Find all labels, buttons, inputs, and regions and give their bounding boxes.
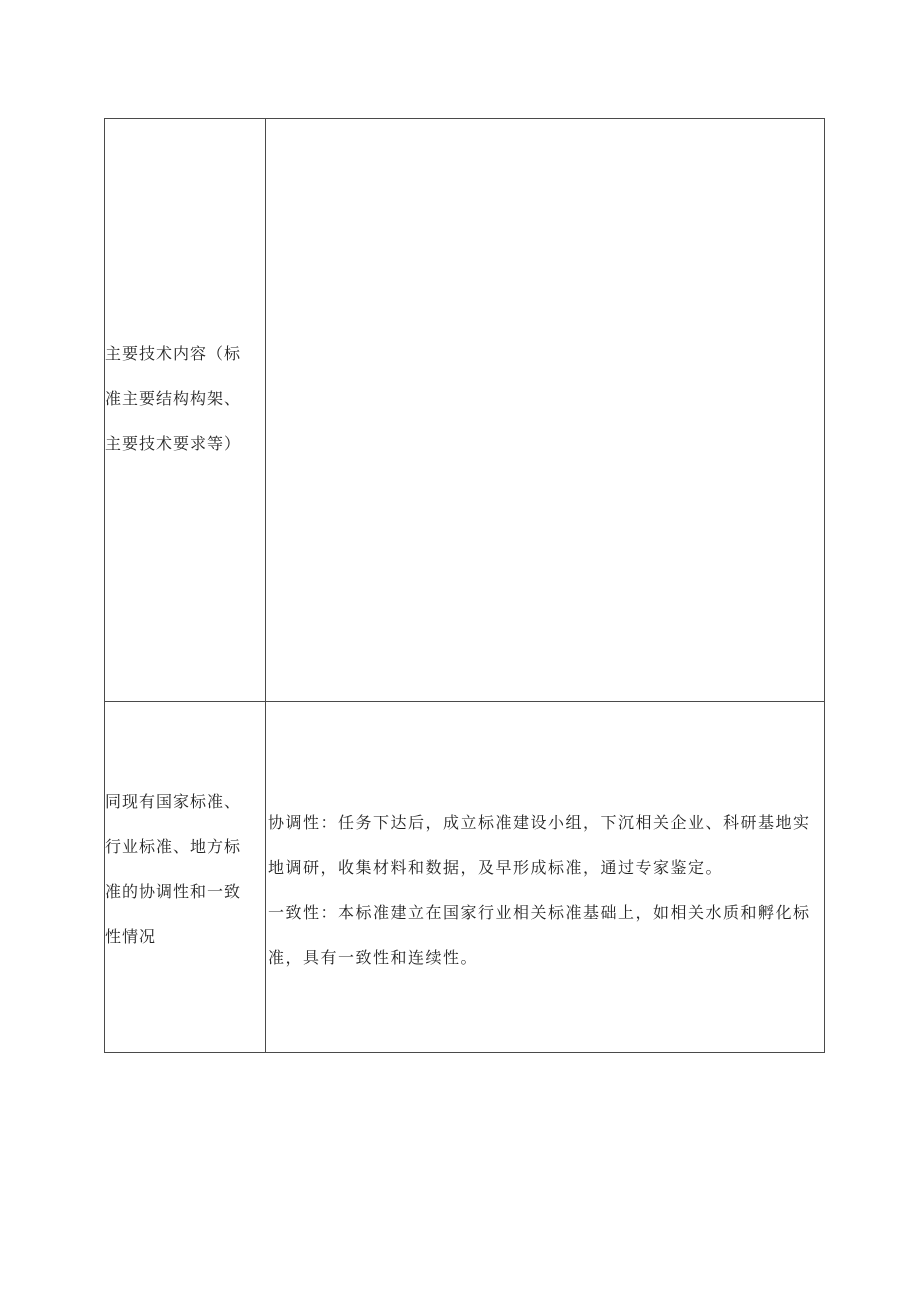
- label-cell: [105, 702, 266, 1052]
- content-cell-technical-content[interactable]: [266, 119, 824, 701]
- coordination-paragraph: 协调性：任务下达后，成立标准建设小组，下沉相关企业、科研基地实地调研，收集材料和数据，及早形成标准，通过专家鉴定。: [268, 813, 811, 877]
- coordination-content-text: [268, 800, 816, 980]
- row-label-technical-content: 主要技术内容（标准主要结构构架、主要技术要求等）: [105, 344, 242, 453]
- table-row-coordination: [105, 702, 824, 1052]
- row-label-coordination: 同现有国家标准、行业标准、地方标准的协调性和一致性情况: [105, 792, 242, 946]
- label-cell: [105, 119, 266, 701]
- form-table: [104, 118, 825, 1053]
- consistency-paragraph: 一致性：本标准建立在国家行业相关标准基础上，如相关水质和孵化标准，具有一致性和连续性。: [268, 903, 811, 967]
- content-cell-coordination[interactable]: [266, 702, 824, 1052]
- table-row-technical-content: [105, 119, 824, 702]
